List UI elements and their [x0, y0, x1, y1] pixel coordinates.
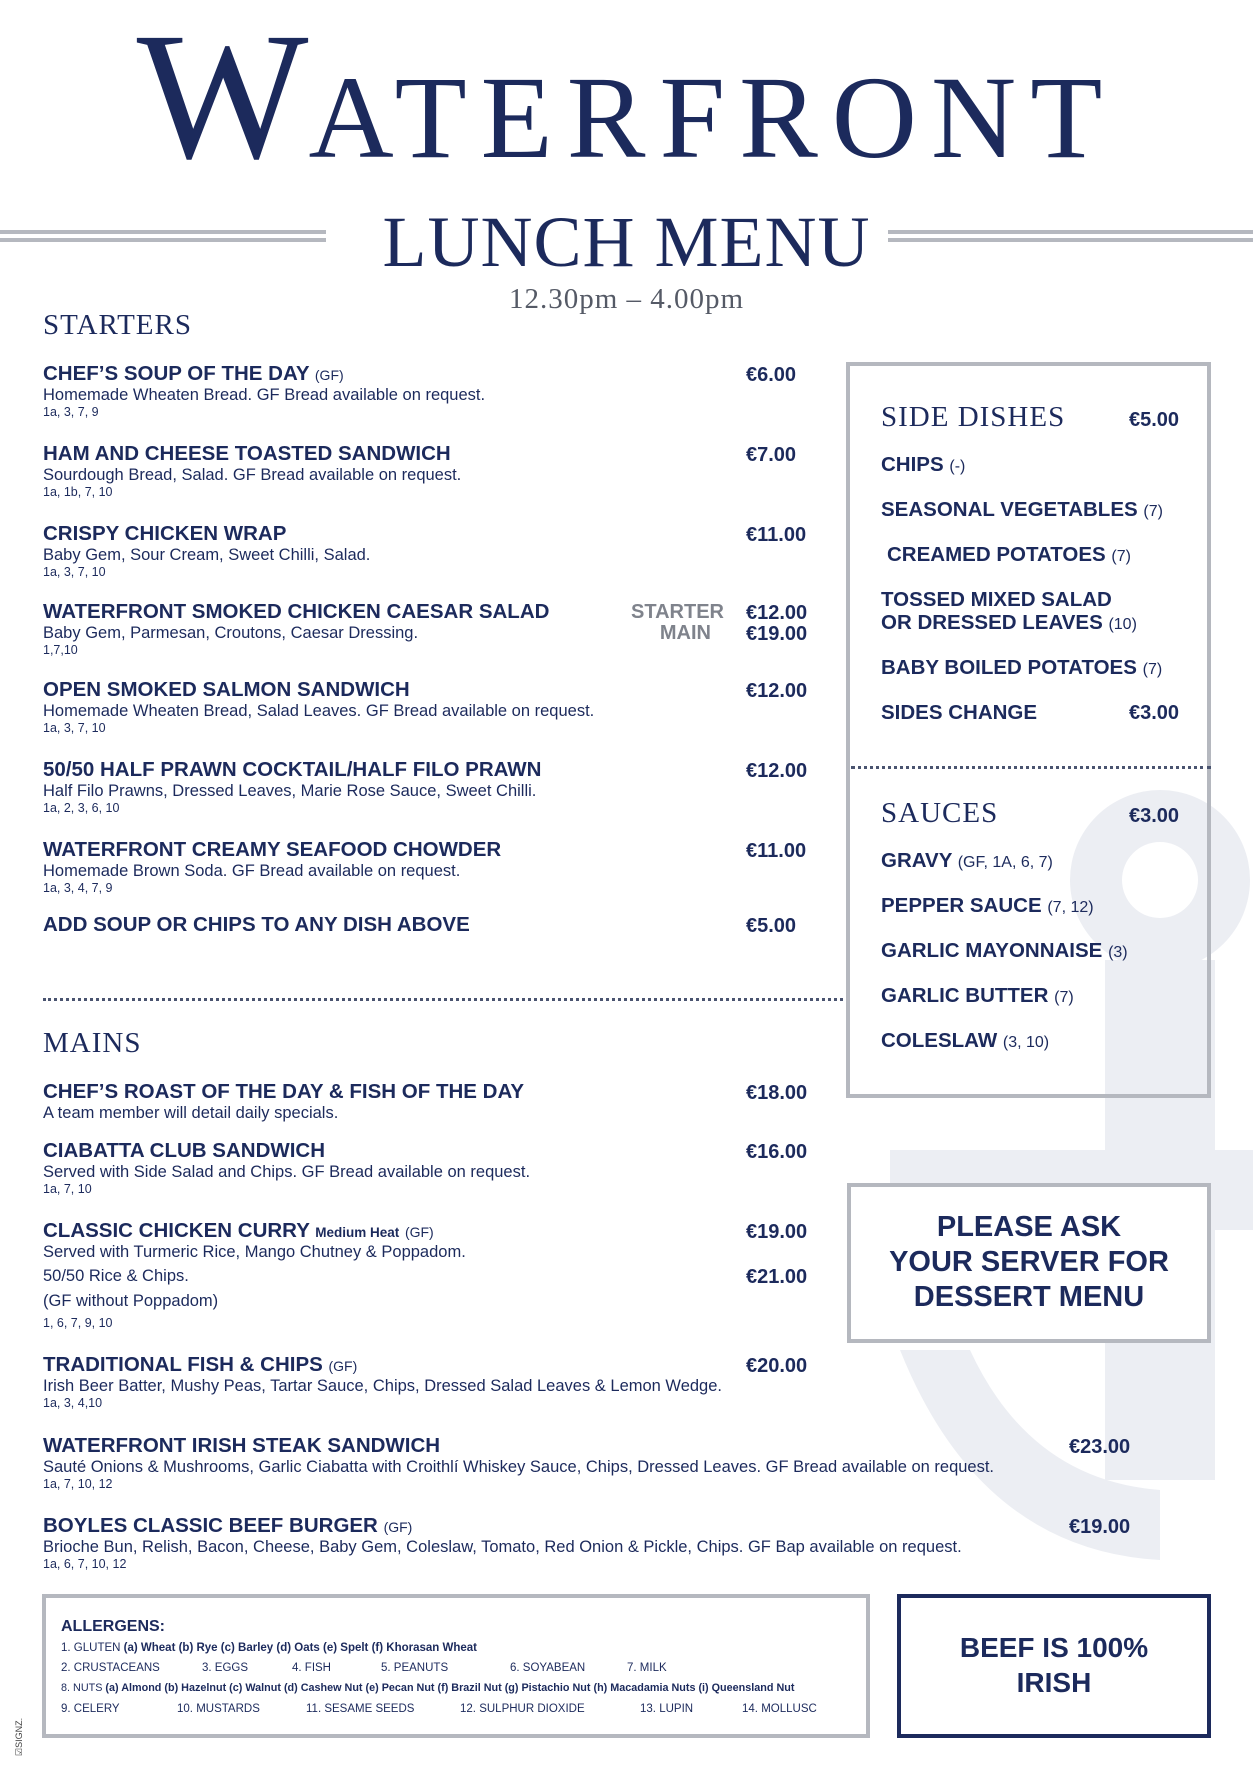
item-price-main: €19.00 — [746, 623, 808, 645]
item-price: €19.00 — [746, 1221, 808, 1243]
starter-item — [43, 600, 549, 657]
item-price: €12.00 — [746, 602, 808, 624]
item-price: €12.00 — [746, 760, 808, 782]
item-description: Sauté Onions & Mushrooms, Garlic Ciabatta with Croithlí Whiskey Sauce, Chips, Dressed Leaves. GF Bread available on request. — [43, 1458, 995, 1476]
item-name: HAM AND CHEESE TOASTED SANDWICH — [43, 442, 451, 465]
starter-item — [43, 913, 470, 937]
allergens-row-2: 5. PEANUTS — [381, 1662, 449, 1674]
item-heat: Medium Heat — [315, 1225, 400, 1240]
starter-item — [43, 758, 541, 815]
item-allergens: 1, 6, 7, 9, 10 — [43, 1316, 113, 1330]
item-name: ADD SOUP OR CHIPS TO ANY DISH ABOVE — [43, 913, 470, 936]
size-label-starter: STARTER — [631, 601, 724, 623]
item-name: WATERFRONT IRISH STEAK SANDWICH — [43, 1434, 441, 1457]
main-item — [43, 1434, 994, 1491]
item-price: €16.00 — [746, 1141, 808, 1163]
allergens-row-4: 14. MOLLUSC — [742, 1703, 817, 1715]
allergens-row-4: 10. MUSTARDS — [177, 1703, 260, 1715]
item-tag: (GF) — [404, 1224, 434, 1240]
sauce-item: PEPPER SAUCE (7, 12) — [881, 894, 1094, 917]
item-allergens: 1a, 3, 7, 9 — [43, 405, 99, 419]
sauce-item: GARLIC BUTTER (7) — [881, 984, 1074, 1007]
panel-divider — [851, 766, 1211, 769]
starter-item — [43, 838, 501, 895]
item-price: €23.00 — [1069, 1436, 1131, 1458]
item-description: Homemade Wheaten Bread. GF Bread available on request. — [43, 386, 486, 404]
item-description: Brioche Bun, Relish, Bacon, Cheese, Baby Gem, Coleslaw, Tomato, Red Onion & Pickle, Chips. GF Bap available on request. — [43, 1538, 962, 1556]
main-item — [43, 1353, 722, 1410]
item-name: CLASSIC CHICKEN CURRY — [43, 1219, 310, 1242]
item-option: 50/50 Rice & Chips. — [43, 1267, 189, 1285]
main-item — [43, 1514, 962, 1571]
item-allergens: 1a, 3, 7, 10 — [43, 721, 106, 735]
sauce-item: COLESLAW (3, 10) — [881, 1029, 1050, 1052]
allergens-row-2: 2. CRUSTACEANS — [61, 1662, 160, 1674]
item-tag: (GF) — [328, 1358, 358, 1374]
sauces-price: €3.00 — [1129, 805, 1180, 827]
item-price: €18.00 — [746, 1082, 808, 1104]
starters-heading: STARTERS — [43, 309, 192, 341]
section-divider — [43, 998, 843, 1001]
item-price: €20.00 — [746, 1355, 808, 1377]
beef-note: BEEF IS 100% IRISH — [959, 1632, 1149, 1698]
side-item: SEASONAL VEGETABLES (7) — [881, 498, 1163, 521]
item-name: WATERFRONT CREAMY SEAFOOD CHOWDER — [43, 838, 502, 861]
side-item: CHIPS (-) — [881, 453, 966, 476]
item-description: Baby Gem, Sour Cream, Sweet Chilli, Salad. — [43, 546, 371, 564]
allergens-row-nuts: 8. NUTS (a) Almond (b) Hazelnut (c) Walnut (d) Cashew Nut (e) Pecan Nut (f) Brazil Nut (g) Pistachio Nut (h) Macadamia Nuts (i) Queensland Nut — [61, 1682, 795, 1694]
item-allergens: 1a, 3, 7, 10 — [43, 565, 106, 579]
sauces-heading: SAUCES — [881, 797, 999, 829]
item-name: CRISPY CHICKEN WRAP — [43, 522, 287, 545]
item-description: Half Filo Prawns, Dressed Leaves, Marie Rose Sauce, Sweet Chilli. — [43, 782, 537, 800]
side-dishes-heading: SIDE DISHES — [881, 401, 1066, 433]
item-description: Irish Beer Batter, Mushy Peas, Tartar Sauce, Chips, Dressed Salad Leaves & Lemon Wedge. — [43, 1377, 722, 1395]
serving-hours: 12.30pm – 4.00pm — [508, 283, 745, 315]
item-allergens: 1a, 1b, 7, 10 — [43, 485, 113, 499]
allergens-row-2: 3. EGGS — [202, 1662, 249, 1674]
sauce-item: GARLIC MAYONNAISE (3) — [881, 939, 1128, 962]
allergens-row-4: 11. SESAME SEEDS — [306, 1703, 415, 1715]
item-name: TRADITIONAL FISH & CHIPS — [43, 1353, 323, 1376]
item-description: Served with Turmeric Rice, Mango Chutney & Poppadom. — [43, 1243, 466, 1261]
allergens-box — [42, 1594, 870, 1738]
item-allergens: 1a, 6, 7, 10, 12 — [43, 1557, 127, 1571]
dessert-note: PLEASE ASK YOUR SERVER FOR DESSERT MENU — [889, 1211, 1169, 1313]
side-item: TOSSED MIXED SALAD OR DRESSED LEAVES (10) — [881, 588, 1137, 634]
allergens-row-2: 6. SOYABEAN — [510, 1662, 586, 1674]
allergens-row-2: 7. MILK — [627, 1662, 667, 1674]
main-item — [43, 1080, 524, 1123]
item-description: Homemade Brown Soda. GF Bread available on request. — [43, 862, 461, 880]
item-price: €11.00 — [746, 524, 807, 546]
item-price: €12.00 — [746, 680, 808, 702]
side-item: CREAMED POTATOES (7) — [887, 543, 1131, 566]
item-description: Served with Side Salad and Chips. GF Bread available on request. — [43, 1163, 531, 1181]
item-name: OPEN SMOKED SALMON SANDWICH — [43, 678, 410, 701]
allergens-title: ALLERGENS: — [61, 1618, 165, 1635]
sides-change-price: €3.00 — [1129, 702, 1180, 724]
item-allergens: 1,7,10 — [43, 643, 78, 657]
item-price: €11.00 — [746, 840, 807, 862]
starter-item — [43, 362, 485, 419]
sides-change-label: SIDES CHANGE — [881, 701, 1038, 724]
item-price-option: €21.00 — [746, 1266, 808, 1288]
item-name: CHEF’S ROAST OF THE DAY & FISH OF THE DAY — [43, 1080, 525, 1103]
starter-item — [43, 442, 461, 499]
item-allergens: 1a, 2, 3, 6, 10 — [43, 801, 120, 815]
item-name: CIABATTA CLUB SANDWICH — [43, 1139, 326, 1162]
menu-title: LUNCH MENU — [382, 202, 871, 282]
printer-credit: ☑SIGNZ. — [14, 1717, 24, 1756]
item-tag: (GF) — [383, 1519, 413, 1535]
item-price: €5.00 — [746, 915, 797, 937]
sauce-item: GRAVY (GF, 1A, 6, 7) — [881, 849, 1053, 872]
side-dishes-price: €5.00 — [1129, 409, 1180, 431]
main-item — [43, 1219, 466, 1330]
item-allergens: 1a, 3, 4, 7, 9 — [43, 881, 113, 895]
item-description: Homemade Wheaten Bread, Salad Leaves. GF Bread available on request. — [43, 702, 595, 720]
size-label-main: MAIN — [659, 622, 711, 644]
item-description: Baby Gem, Parmesan, Croutons, Caesar Dressing. — [43, 624, 419, 642]
item-price: €6.00 — [746, 364, 797, 386]
allergens-row-4: 9. CELERY — [61, 1703, 120, 1715]
item-name: BOYLES CLASSIC BEEF BURGER — [43, 1514, 378, 1537]
starter-item — [43, 678, 594, 735]
allergens-row-4: 13. LUPIN — [640, 1703, 694, 1715]
mains-heading: MAINS — [43, 1027, 142, 1059]
item-price: €19.00 — [1069, 1516, 1131, 1538]
main-item — [43, 1139, 530, 1196]
item-allergens: 1a, 3, 4,10 — [43, 1396, 103, 1410]
item-name: WATERFRONT SMOKED CHICKEN CAESAR SALAD — [43, 600, 550, 623]
item-price: €7.00 — [746, 444, 797, 466]
allergens-row-4: 12. SULPHUR DIOXIDE — [460, 1703, 585, 1715]
item-allergens: 1a, 7, 10, 12 — [43, 1477, 113, 1491]
allergens-row-gluten: 1. GLUTEN (a) Wheat (b) Rye (c) Barley (d) Oats (e) Spelt (f) Khorasan Wheat — [61, 1642, 478, 1654]
item-name: 50/50 HALF PRAWN COCKTAIL/HALF FILO PRAWN — [43, 758, 542, 781]
side-item: BABY BOILED POTATOES (7) — [881, 656, 1163, 679]
item-name: CHEF’S SOUP OF THE DAY — [43, 362, 310, 385]
starter-item — [43, 522, 370, 579]
item-allergens: 1a, 7, 10 — [43, 1182, 92, 1196]
item-description: Sourdough Bread, Salad. GF Bread available on request. — [43, 466, 462, 484]
item-description: A team member will detail daily specials. — [43, 1104, 339, 1122]
brand-logo: WATERFRONT — [136, 0, 1117, 197]
item-tag: (GF) — [314, 367, 344, 383]
allergens-row-2: 4. FISH — [292, 1662, 331, 1674]
item-note: (GF without Poppadom) — [43, 1292, 219, 1310]
